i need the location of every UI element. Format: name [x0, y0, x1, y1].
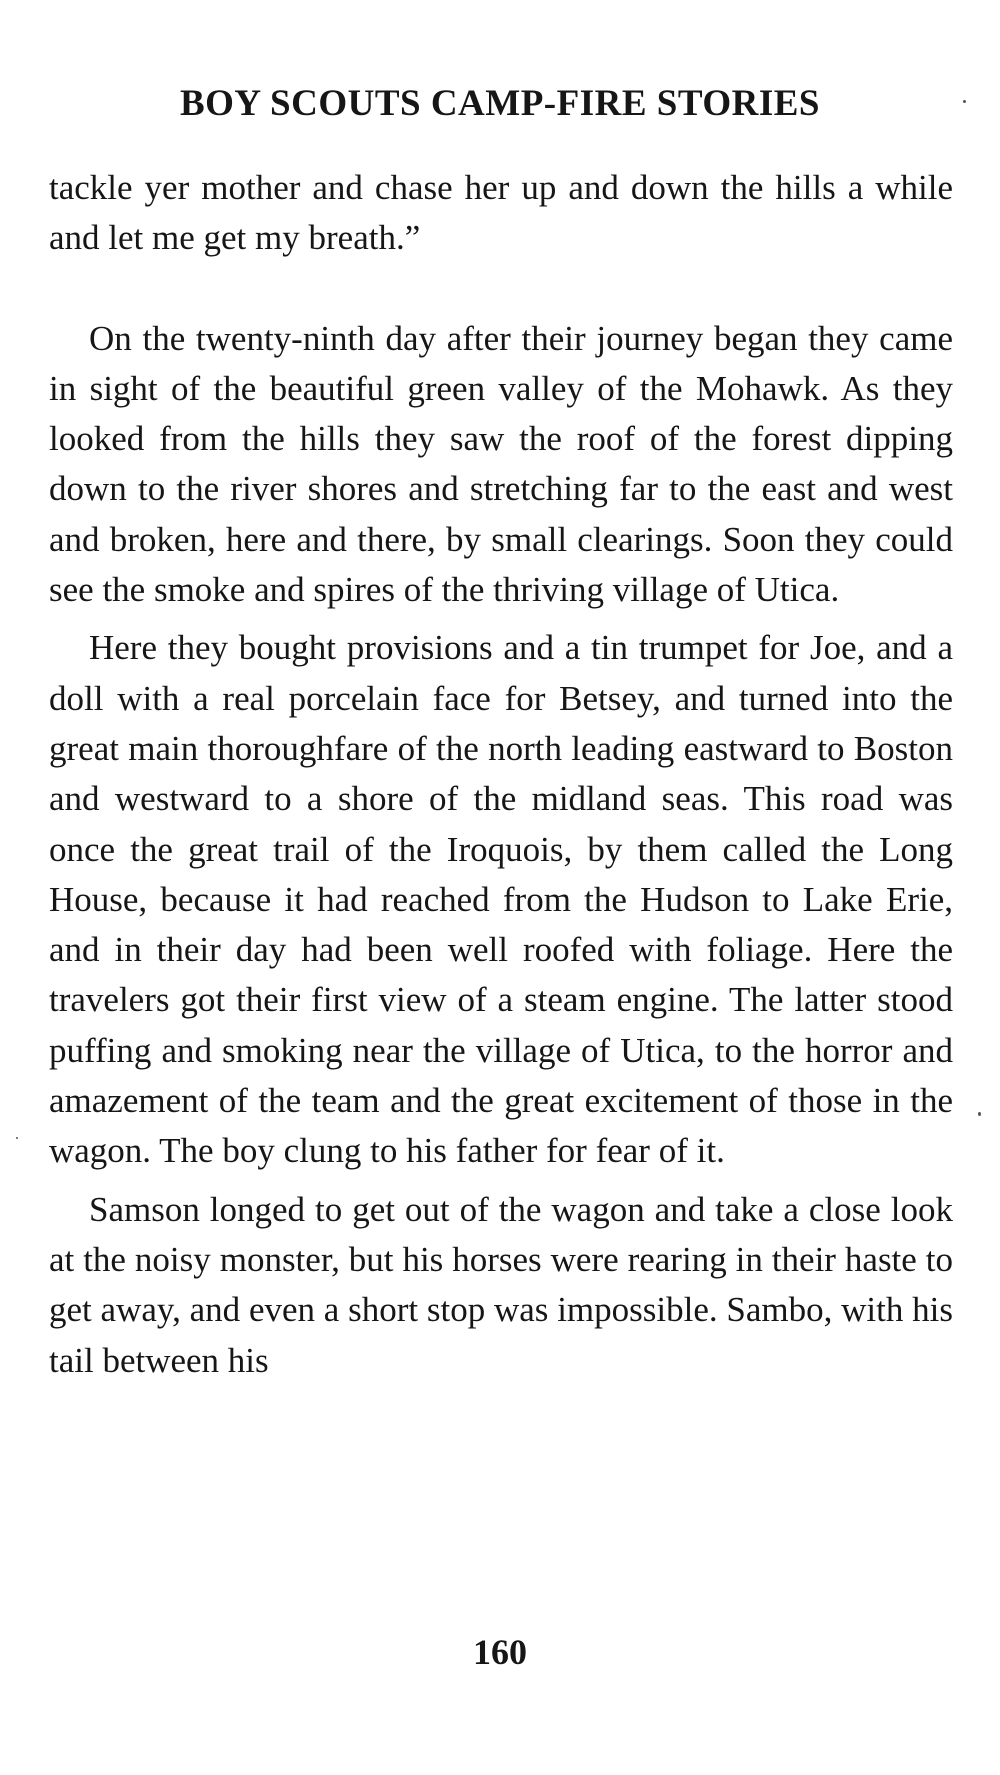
- body-text: [49, 163, 953, 1386]
- running-head: BOY SCOUTS CAMP-FIRE STORIES: [179, 83, 821, 124]
- page-number: 160: [473, 1632, 527, 1672]
- paper-speck: [16, 1137, 18, 1139]
- paragraph-samson: Samson longed to get out of the wagon and take a close look at the noisy monster, but his horses were rearing in their haste to get away, and even a short stop was impossible. Sambo, with his tail between his: [49, 1189, 953, 1380]
- paper-speck: [963, 100, 966, 103]
- paragraph-mohawk-valley: On the twenty-ninth day after their journey began they came in sight of the beautiful green valley of the Mohawk. As they looked from the hills they saw the roof of the forest dipping down to the river shores and stretching far to the east and west and broken, here and there, by small clearings. Soon they could see the smoke and spires of the thriving village of Utica.: [49, 318, 953, 610]
- paragraph-continuation: tackle yer mother and chase her up and down the hills a while and let me get my breath.”: [49, 168, 953, 258]
- paragraph-utica-provisions: Here they bought provisions and a tin trumpet for Joe, and a doll with a real porcelain face for Betsey, and turned into the great main thoroughfare of the north leading eastward to Boston and westward to a shore of the midland seas. This road was once the great trail of the Iroquois, by them called the Long House, because it had reached from the Hudson to Lake Erie, and in their day had been well roofed with foliage. Here the travelers got their first view of a steam engine. The latter stood puffing and smoking near the village of Utica, to the horror and amazement of the team and the great excitement of those in the wagon. The boy clung to his father for fear of it.: [49, 628, 953, 1171]
- paper-speck: [978, 1112, 981, 1116]
